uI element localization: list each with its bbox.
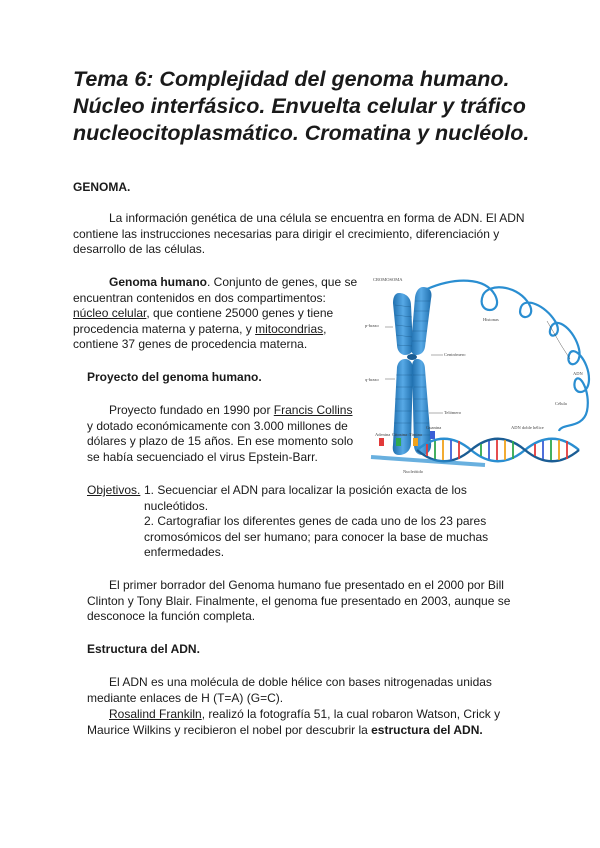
label-cromosoma: CROMOSOMA <box>373 277 403 282</box>
cytosine-marker <box>396 438 401 446</box>
paragraph-estructura-2: Rosalind Frankiln, realizó la fotografía 51, la cual robaron Watson, Crick y Maurice Wilkins y recibieron el nobel por descubrir la estructura del ADN. <box>87 707 501 737</box>
paragraph-proyecto: Proyecto fundado en 1990 por Francis Collins y dotado económicamente con 3.000 millones de dólares y plazo de 15 años. En ese momento solo se había secuenciado el virus Epstein-Barr. <box>87 403 354 464</box>
paragraph-genoma-humano: Genoma humano. Conjunto de genes, que se encuentran contenidos en dos compartimentos: núcleo celular, que contiene 25000 genes y tiene procedencia materna y paterna, y mitocondrias, contiene 37 genes de procedencia materna. <box>73 275 358 351</box>
label-guanina: Guanina <box>426 425 442 430</box>
label-timina: Timina <box>409 432 422 437</box>
label-citosina: Citosina <box>392 432 408 437</box>
label-doble-helice: ADN doble hélice <box>511 425 544 430</box>
link-mitocondrias[interactable]: mitocondrias <box>255 321 324 336</box>
paragraph-estructura-1: El ADN es una molécula de doble hélice con bases nitrogenadas unidas mediante enlaces de H (T=A) (G=C). <box>87 675 492 705</box>
helix-strand-a <box>417 439 579 462</box>
section-heading-estructura: Estructura del ADN. <box>87 642 200 656</box>
centromere <box>407 354 417 360</box>
section-heading-proyecto: Proyecto del genoma humano. <box>87 370 262 384</box>
chromosome-dna-svg <box>365 275 595 475</box>
paragraph-genoma: La información genética de una célula se encuentra en forma de ADN. El ADN contiene las instrucciones necesarias para dirigir el crecimiento, diferenciación y desarrollo de las células. <box>73 211 525 256</box>
objetivos-label: Objetivos. <box>87 483 141 497</box>
chromosome-dna-illustration <box>365 275 595 475</box>
link-francis-collins[interactable]: Francis Collins <box>273 403 353 417</box>
chromosome-arm-left-bottom <box>393 359 413 455</box>
label-telomero: Telómero <box>444 410 462 415</box>
label-histonas: Histonas <box>483 317 499 322</box>
thymine-marker <box>413 438 418 446</box>
term-genoma-humano: Genoma humano <box>109 275 208 289</box>
section-heading-genoma: GENOMA. <box>73 180 131 194</box>
objetivo-item-2: 2. Cartografiar los diferentes genes de cada uno de los 23 pares cromosómicos del ser humano; para conocer la base de muchas enfermedades. <box>144 514 489 559</box>
page-title: Tema 6: Complejidad del genoma humano. Núcleo interfásico. Envuelta celular y tráfico nucleocitoplasmático. Cromatina y nucléolo. <box>73 67 530 145</box>
link-rosalind-franklin[interactable]: Rosalind Frankiln <box>109 707 202 721</box>
label-adenina: Adenina <box>375 432 391 437</box>
guanine-marker <box>430 431 435 439</box>
label-brazo-corto: p-brazo <box>365 323 379 328</box>
label-centromero: Centrómero <box>444 352 466 357</box>
label-nucleotido: Nucleótido <box>403 469 423 474</box>
label-brazo-largo: q-brazo <box>365 377 379 382</box>
label-celula: Célula <box>555 401 567 406</box>
link-nucleo-celular[interactable]: núcleo celular <box>73 306 147 320</box>
label-adn: ADN <box>573 371 583 376</box>
objetivo-item-1: 1. Secuenciar el ADN para localizar la posición exacta de los nucleótidos. <box>144 483 467 513</box>
paragraph-borrador: El primer borrador del Genoma humano fue presentado en el 2000 por Bill Clinton y Tony Blair. Finalmente, el genoma fue presentado en 2003, aunque se desconoce la función completa. <box>87 578 511 623</box>
helix-strand-b <box>417 439 579 462</box>
adenine-marker <box>379 438 384 446</box>
dna-double-helix <box>417 439 579 462</box>
